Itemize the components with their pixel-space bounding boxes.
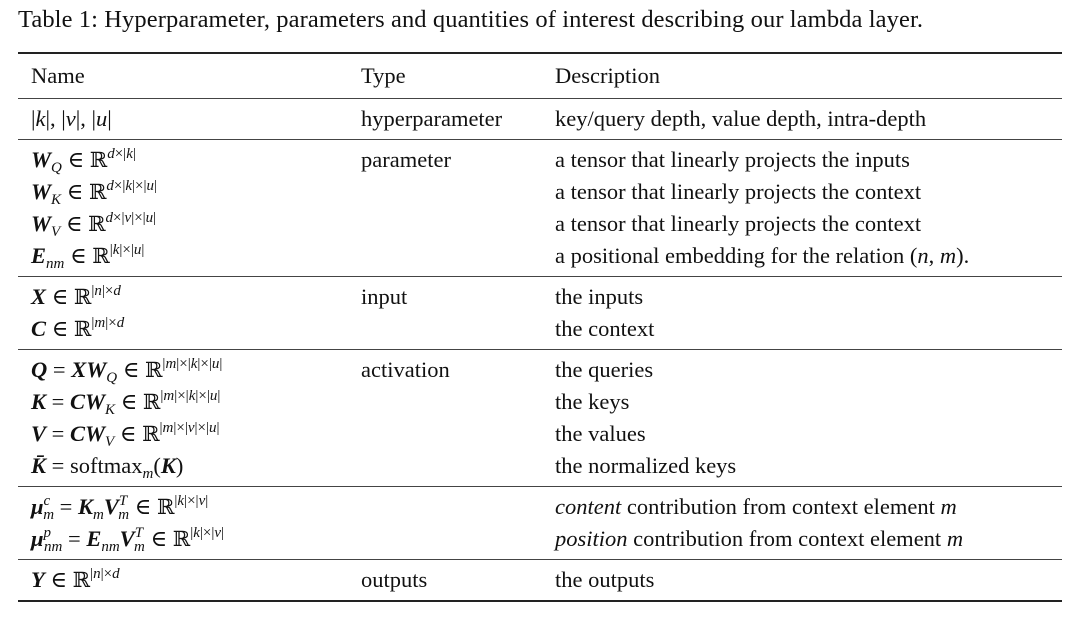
cell-description: a tensor that linearly projects the inputs xyxy=(555,147,910,172)
header-name: Name xyxy=(31,63,85,88)
cell-type: input xyxy=(361,284,408,309)
cell-description: the normalized keys xyxy=(555,453,737,478)
cell-description: the keys xyxy=(555,389,630,414)
table-header-row xyxy=(18,53,1062,99)
cell-description: key/query depth, value depth, intra-depth xyxy=(555,106,927,131)
cell-description: the inputs xyxy=(555,284,644,309)
table-row-parameters xyxy=(18,140,1062,277)
table-caption: Table 1: Hyperparameter, parameters and quantities of interest describing our lambda layer. xyxy=(18,6,924,33)
cell-type: outputs xyxy=(361,567,428,592)
lambda-layer-table xyxy=(18,52,1062,602)
header-description: Description xyxy=(555,63,660,88)
cell-type: parameter xyxy=(361,147,451,172)
cell-description: the outputs xyxy=(555,567,655,592)
cell-name: |k|, |v|, |u| xyxy=(31,106,112,131)
cell-type: hyperparameter xyxy=(361,106,503,131)
cell-description: the values xyxy=(555,421,646,446)
table-row-hyperparameter xyxy=(18,99,1062,140)
cell-description: the context xyxy=(555,316,655,341)
cell-name: $\mu^c_m = K_mV^T_m$ ∈ ℝ$^{|k|\times|v|}$ $\mu^p_{nm} = E_{nm}V^T_m$ ∈ ℝ$^{|k|\times|v|}$ xyxy=(31,493,225,555)
cell-name: Y ∈ ℝ$^{|n|\times d}$ xyxy=(31,566,120,592)
cell-name: X ∈ ℝ$^{|n|\times d}$ C ∈ ℝ$^{|m|\times d}$ xyxy=(31,283,125,341)
cell-description: a tensor that linearly projects the context xyxy=(555,179,922,204)
table-row-outputs xyxy=(18,560,1062,602)
cell-description: a tensor that linearly projects the context xyxy=(555,211,922,236)
cell-name: $W_Q$ ∈ ℝ$^{d\times|k|}$ $W_K$ ∈ ℝ$^{d\times|k|\times|u|}$ $W_V$ ∈ ℝ$^{d\times|v|\times|u|}$ $E_{nm}$ ∈ ℝ$^{|k|\times|u|}$ xyxy=(31,146,158,272)
cell-description: content contribution from context element m xyxy=(555,494,957,519)
table-row-inputs xyxy=(18,277,1062,350)
cell-name: $Q = XW_Q$ ∈ ℝ$^{|m|\times|k|\times|u|}$ $K = CW_K$ ∈ ℝ$^{|m|\times|k|\times|u|}$ $V = CW_V$ ∈ ℝ$^{|m|\times|v|\times|u|}$ K̄ = softmax$_m$(K) xyxy=(31,356,223,482)
cell-description: a positional embedding for the relation (n, m). xyxy=(555,243,970,268)
cell-type: activation xyxy=(361,357,450,382)
table-row-contributions xyxy=(18,487,1062,560)
table-row-activations xyxy=(18,350,1062,487)
cell-description: position contribution from context element m xyxy=(555,526,964,551)
header-type: Type xyxy=(361,63,406,88)
cell-description: the queries xyxy=(555,357,654,382)
